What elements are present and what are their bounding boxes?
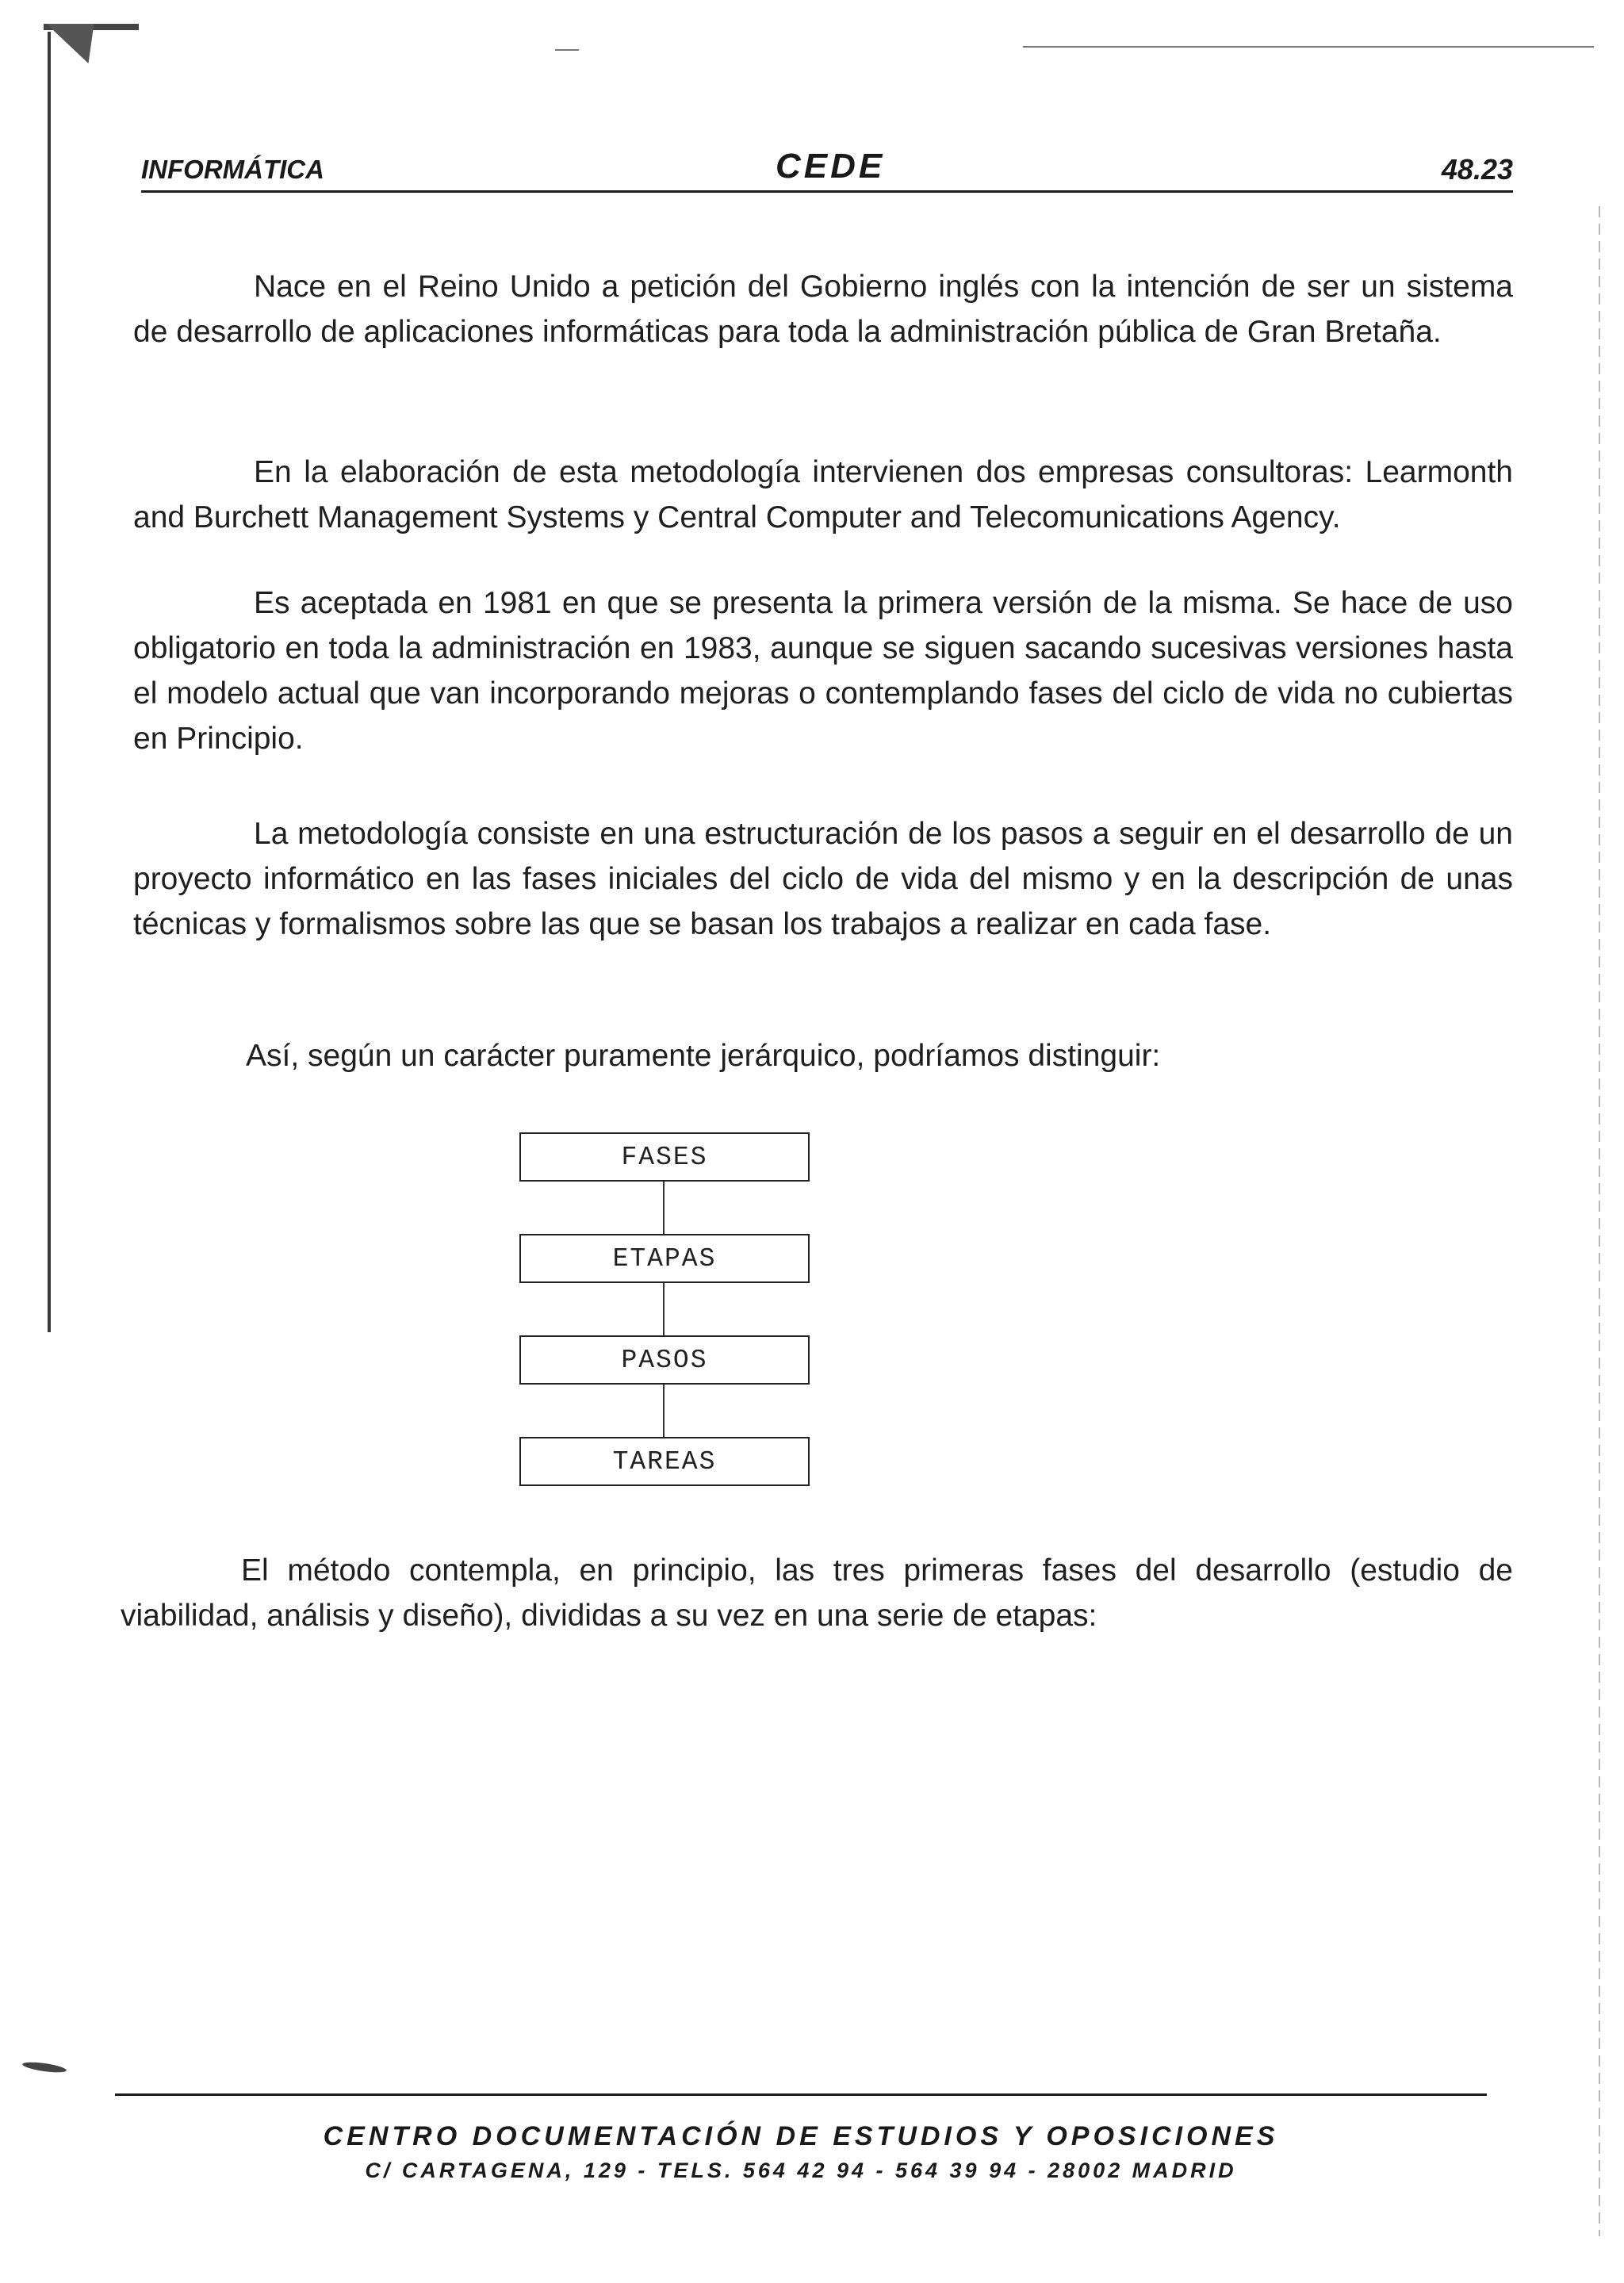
publisher-logo: CEDE [776,147,886,186]
diagram-box-pasos: PASOS [519,1335,810,1385]
scan-mark [555,49,579,51]
page-edge [1599,206,1600,2236]
section-title: INFORMÁTICA [141,155,324,184]
page-footer [115,2121,1487,2183]
diagram-connector [663,1385,665,1437]
diagram-box-tareas: TAREAS [519,1437,810,1486]
paragraph-history: Es aceptada en 1981 en que se presenta la primera versión de la misma. Se hace de uso obligatorio en toda la administración en 1983, aunque se siguen sacando sucesivas versiones hasta el modelo actual que van incorporando mejoras o contemplando fases del ciclo de vida no cubiertas en Principio. [133,586,1513,756]
diagram-box-etapas: ETAPAS [519,1234,810,1283]
paragraph-consultants: En la elaboración de esta metodología intervienen dos empresas consultoras: Learmonth and Burchett Management Systems y Central Computer and Telecomunications Agency. [133,455,1513,534]
paragraph-phases: El método contempla, en principio, las tres primeras fases del desarrollo (estudio de viabilidad, análisis y diseño), divididas a su vez en una serie de etapas: [121,1553,1513,1633]
paragraph-methodology: La metodología consiste en una estructuración de los pasos a seguir en el desarrollo de un proyecto informático en las fases iniciales del ciclo de vida del mismo y en la descripción de unas técnicas y formalismos sobre las que se basan los trabajos a realizar en cada fase. [133,817,1513,941]
paragraph-origin: Nace en el Reino Unido a petición del Gobierno inglés con la intención de ser un sistema de desarrollo de aplicaciones informáticas para toda la administración pública de Gran Bretaña. [133,270,1513,349]
diagram-connector [663,1283,665,1335]
header-rule [141,190,1513,193]
footer-address: C/ CARTAGENA, 129 - TELS. 564 42 94 - 564 39 94 - 28002 MADRID [365,2159,1237,2182]
page-header [141,147,1513,194]
scan-smudge [22,2060,67,2074]
paragraph-hierarchy-intro: Así, según un carácter puramente jerárquico, podríamos distinguir: [246,1039,1161,1073]
page-number: 48.23 [1441,153,1513,186]
footer-title: CENTRO DOCUMENTACIÓN DE ESTUDIOS Y OPOSICIONES [323,2121,1279,2151]
diagram-box-fases: FASES [519,1132,810,1182]
hierarchy-diagram [519,1132,821,1497]
diagram-connector [663,1182,665,1234]
scan-mark [1023,46,1594,48]
footer-rule [115,2093,1487,2096]
binding-edge [48,32,51,1332]
